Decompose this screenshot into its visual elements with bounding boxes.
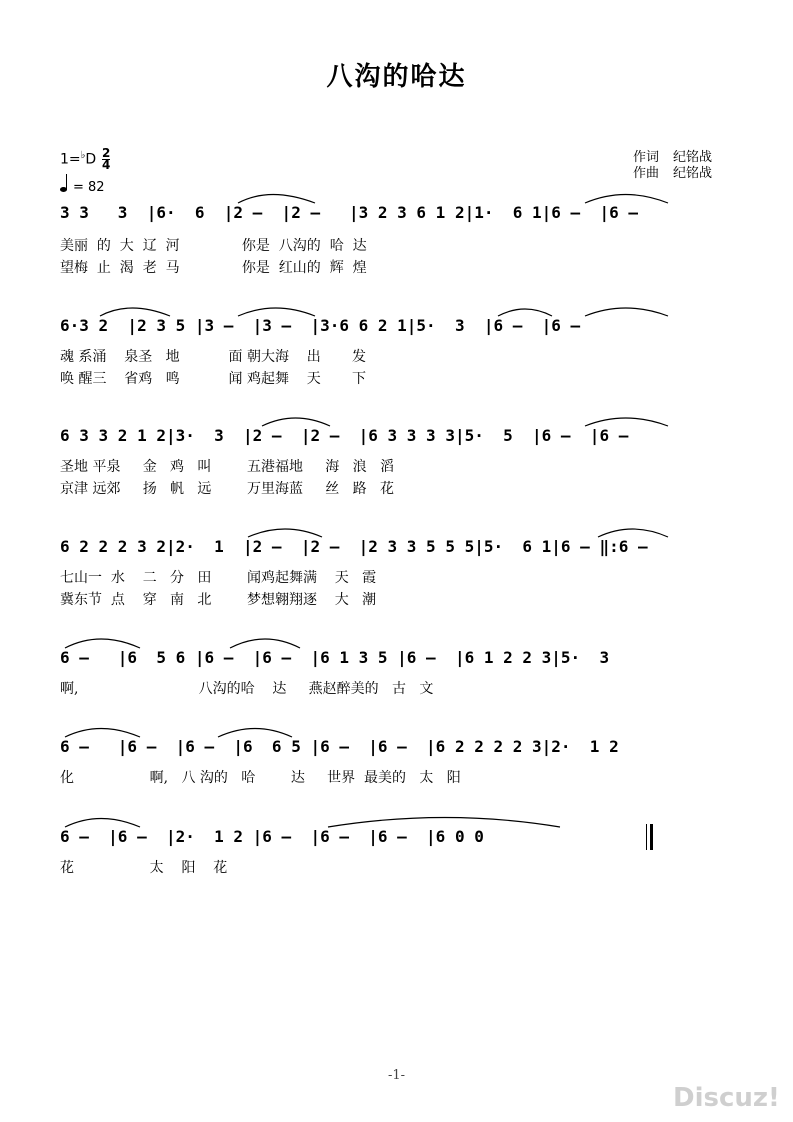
lyric-line-5: 啊, 八沟的哈 达 燕赵醉美的 古 文 bbox=[60, 681, 434, 697]
lyric-line-6: 化 啊, 八 沟的 哈 达 世界 最美的 太 阳 bbox=[60, 770, 461, 786]
composer-role: 作曲 bbox=[633, 166, 660, 181]
tie-arc bbox=[238, 308, 315, 316]
key-signature bbox=[60, 146, 111, 172]
lyric-line-3-verse-1: 圣地 平泉 金 鸡 叫 五港福地 海 浪 滔 bbox=[60, 459, 394, 475]
tie-arc bbox=[65, 639, 140, 648]
tie-arc bbox=[598, 529, 668, 537]
flat-symbol: ♭ bbox=[80, 150, 86, 161]
notes-line-2: 6·3 2 |2 3 5 |3 – |3 – |3·6 6 2 1|5· 3 |6 – |6 – bbox=[60, 316, 581, 335]
tie-arc bbox=[65, 819, 140, 828]
notes-line-4: 6 2 2 2 3 2|2· 1 |2 – |2 – |2 3 3 5 5 5|5· 6 1|6 – ‖:6 – bbox=[60, 537, 648, 556]
final-barline-thin bbox=[646, 824, 647, 850]
notes-line-7: 6 – |6 – |2· 1 2 |6 – |6 – |6 – |6 0 0 bbox=[60, 827, 484, 846]
lyric-line-2-verse-2: 唤 醒三 省鸡 鸣 闻 鸡起舞 天 下 bbox=[60, 371, 366, 387]
watermark: Discuz! bbox=[673, 1083, 780, 1113]
tie-arc bbox=[585, 195, 668, 204]
lyric-line-3-verse-2: 京津 远郊 扬 帆 远 万里海蓝 丝 路 花 bbox=[60, 481, 394, 497]
page-number: -1- bbox=[387, 1068, 406, 1083]
final-barline-thick bbox=[650, 824, 653, 850]
notes-line-3: 6 3 3 2 1 2|3· 3 |2 – |2 – |6 3 3 3 3|5· 5 |6 – |6 – bbox=[60, 426, 629, 445]
credits bbox=[633, 150, 712, 182]
tie-arc bbox=[248, 529, 322, 537]
tie-arc bbox=[585, 418, 668, 426]
quarter-note-icon bbox=[60, 187, 67, 192]
tie-arc bbox=[65, 729, 140, 738]
time-top: 2 bbox=[102, 146, 111, 160]
lyric-line-4-verse-1: 七山一 水 二 分 田 闻鸡起舞满 天 霞 bbox=[60, 570, 377, 586]
lyric-line-1-verse-2: 望梅 止 渴 老 马 你是 红山的 辉 煌 bbox=[60, 260, 367, 276]
time-signature bbox=[102, 148, 110, 171]
lyricist-name: 纪铭战 bbox=[673, 150, 713, 165]
time-bottom: 4 bbox=[102, 158, 111, 172]
lyric-line-7: 花 太 阳 花 bbox=[60, 860, 228, 876]
lyric-line-4-verse-2: 冀东节 点 穿 南 北 梦想翱翔逐 大 潮 bbox=[60, 592, 377, 608]
lyricist-credit bbox=[633, 150, 712, 166]
lyricist-role: 作词 bbox=[633, 150, 660, 165]
notes-line-1: 3 3 3 |6· 6 |2 – |2 – |3 2 3 6 1 2|1· 6 1|6 – |6 – bbox=[60, 203, 638, 222]
tie-arc bbox=[230, 639, 300, 648]
notes-line-6: 6 – |6 – |6 – |6 6 5 |6 – |6 – |6 2 2 2 2 3|2· 1 2 bbox=[60, 737, 619, 756]
tie-arc bbox=[218, 729, 292, 738]
tempo-value: = 82 bbox=[73, 180, 105, 195]
key-tonic: D bbox=[85, 151, 97, 168]
tie-arc bbox=[262, 418, 330, 426]
tie-arc bbox=[238, 195, 315, 204]
song-title: 八沟的哈达 bbox=[326, 62, 467, 92]
tempo-marking bbox=[60, 180, 105, 195]
tie-arc bbox=[585, 308, 668, 316]
tie-arc bbox=[100, 308, 170, 316]
composer-name: 纪铭战 bbox=[673, 166, 713, 181]
lyric-line-2-verse-1: 魂 系涌 泉圣 地 面 朝大海 出 发 bbox=[60, 349, 366, 365]
tie-arc bbox=[328, 818, 560, 828]
notes-line-5: 6 – |6 5 6 |6 – |6 – |6 1 3 5 |6 – |6 1 2 2 3|5· 3 bbox=[60, 648, 610, 667]
composer-credit bbox=[633, 166, 712, 182]
lyric-line-1-verse-1: 美丽 的 大 辽 河 你是 八沟的 哈 达 bbox=[60, 238, 367, 254]
tie-arc bbox=[498, 309, 552, 316]
key-prefix: 1= bbox=[60, 151, 81, 168]
